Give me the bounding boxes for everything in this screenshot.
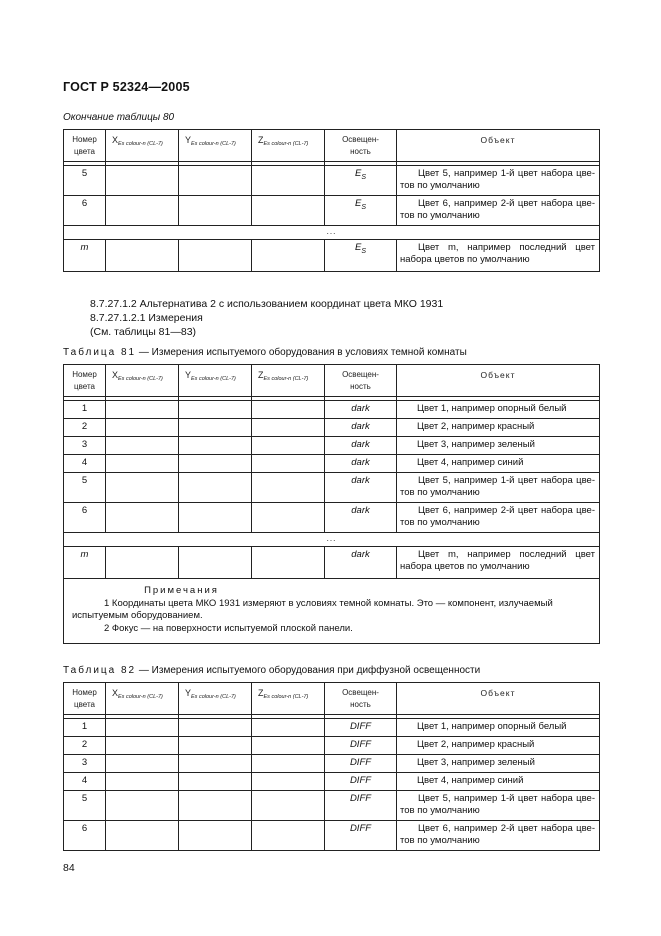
object-cell: Цвет 2, например красный [397, 419, 600, 437]
empty-cell [252, 503, 325, 533]
object-cell: Цвет 3, например зеленый [397, 437, 600, 455]
empty-cell [252, 473, 325, 503]
table82-body [64, 715, 600, 851]
column-x: $X_{Es colour-n (CL-7)}$ [106, 365, 179, 397]
table-row [64, 821, 600, 851]
empty-cell [106, 473, 179, 503]
color-number-cell: 1 [64, 719, 106, 737]
object-cell: Цвет 4, например синий [397, 455, 600, 473]
color-number-cell: 2 [64, 737, 106, 755]
empty-cell [252, 737, 325, 755]
empty-cell [252, 401, 325, 419]
column-number: Номер цвета [64, 130, 106, 162]
empty-cell [252, 547, 325, 579]
illuminance-cell: $E_S$ [325, 240, 397, 272]
color-number-cell: 6 [64, 503, 106, 533]
empty-cell [179, 166, 252, 196]
empty-cell [106, 791, 179, 821]
object-cell: Цвет 6, например 2-й цвет набора цве- тов по умолчанию [397, 503, 600, 533]
table-row [64, 166, 600, 196]
section-line-2: 8.7.27.1.2.1 Измерения [90, 312, 203, 324]
empty-cell [179, 503, 252, 533]
empty-cell [179, 791, 252, 821]
illuminance-cell: DIFF [325, 821, 397, 851]
empty-cell [252, 196, 325, 226]
illuminance-cell: $E_S$ [325, 166, 397, 196]
color-number-cell: 4 [64, 773, 106, 791]
note-1: 1 Координаты цвета МКО 1931 измеряют в условиях темной комнаты. Это — компонент, излучаемый [104, 597, 553, 609]
illuminance-cell: dark [325, 473, 397, 503]
object-cell: Цвет m, например последний цвет набора цветов по умолчанию [397, 240, 600, 272]
ellipsis-cell: ... [64, 226, 600, 240]
empty-cell [252, 773, 325, 791]
section-line-1: 8.7.27.1.2 Альтернатива 2 с использованием координат цвета МКО 1931 [90, 298, 444, 310]
table80-header-row [64, 130, 600, 162]
table81-body [64, 397, 600, 644]
column-illuminance: Освещен- ность [325, 365, 397, 397]
object-cell: Цвет 5, например 1-й цвет набора цве- тов по умолчанию [397, 791, 600, 821]
table-row [64, 401, 600, 419]
illuminance-cell: dark [325, 419, 397, 437]
empty-cell [106, 773, 179, 791]
illuminance-cell: dark [325, 503, 397, 533]
empty-cell [106, 503, 179, 533]
column-number: Номер цвета [64, 683, 106, 715]
color-number-cell: 2 [64, 419, 106, 437]
table-81 [63, 364, 600, 644]
notes-row [64, 579, 600, 644]
illuminance-cell: dark [325, 547, 397, 579]
object-cell: Цвет 4, например синий [397, 773, 600, 791]
table80-header [64, 130, 600, 162]
table-row [64, 737, 600, 755]
object-cell: Цвет 2, например красный [397, 737, 600, 755]
color-number-cell: 3 [64, 437, 106, 455]
column-y: $Y_{Es colour-n (CL-7)}$ [179, 365, 252, 397]
empty-cell [106, 166, 179, 196]
column-object: Объект [397, 683, 600, 715]
table-row [64, 419, 600, 437]
empty-cell [179, 455, 252, 473]
illuminance-cell: DIFF [325, 737, 397, 755]
empty-cell [106, 240, 179, 272]
illuminance-cell: DIFF [325, 773, 397, 791]
table82-caption: Таблица 82 — Измерения испытуемого оборудования при диффузной освещенности [63, 665, 481, 676]
table-row [64, 503, 600, 533]
page-number: 84 [63, 862, 75, 874]
table-row [64, 473, 600, 503]
color-number-cell: m [64, 547, 106, 579]
empty-cell [106, 196, 179, 226]
color-number-cell: m [64, 240, 106, 272]
table81-header-row [64, 365, 600, 397]
table-row [64, 719, 600, 737]
empty-cell [179, 547, 252, 579]
ellipsis-cell: ... [64, 533, 600, 547]
illuminance-cell: dark [325, 455, 397, 473]
page-header: ГОСТ Р 52324—2005 [63, 80, 190, 94]
column-y: $Y_{Es colour-n (CL-7)}$ [179, 683, 252, 715]
section-line-3: (См. таблицы 81—83) [90, 326, 197, 338]
table-row-last [64, 547, 600, 579]
table-row [64, 455, 600, 473]
empty-cell [179, 719, 252, 737]
object-cell: Цвет 5, например 1-й цвет набора цве- тов по умолчанию [397, 166, 600, 196]
column-illuminance: Освещен- ность [325, 683, 397, 715]
column-z: $Z_{Es colour-n (CL-7)}$ [252, 130, 325, 162]
table-row [64, 196, 600, 226]
empty-cell [179, 821, 252, 851]
table-row [64, 437, 600, 455]
empty-cell [179, 196, 252, 226]
empty-cell [106, 547, 179, 579]
column-illuminance: Освещен- ность [325, 130, 397, 162]
empty-cell [106, 401, 179, 419]
note-1-cont: испытуемым оборудованием. [72, 610, 203, 621]
object-cell: Цвет 1, например опорный белый [397, 719, 600, 737]
table81-header [64, 365, 600, 397]
empty-cell [179, 773, 252, 791]
empty-cell [179, 419, 252, 437]
table-row-last [64, 240, 600, 272]
table-row [64, 791, 600, 821]
note-2: 2 Фокус — на поверхности испытуемой плоской панели. [104, 622, 353, 634]
empty-cell [106, 719, 179, 737]
column-object: Объект [397, 365, 600, 397]
table-80 [63, 129, 600, 272]
ellipsis-row [64, 226, 600, 240]
empty-cell [106, 821, 179, 851]
empty-cell [106, 737, 179, 755]
illuminance-cell: dark [325, 437, 397, 455]
empty-cell [179, 755, 252, 773]
notes-title: Примечания [144, 585, 219, 596]
empty-cell [252, 455, 325, 473]
table82-header [64, 683, 600, 715]
empty-cell [252, 791, 325, 821]
object-cell: Цвет 1, например опорный белый [397, 401, 600, 419]
empty-cell [252, 166, 325, 196]
illuminance-cell: DIFF [325, 719, 397, 737]
empty-cell [179, 401, 252, 419]
empty-cell [179, 737, 252, 755]
empty-cell [106, 455, 179, 473]
illuminance-cell: DIFF [325, 755, 397, 773]
color-number-cell: 5 [64, 473, 106, 503]
illuminance-cell: DIFF [325, 791, 397, 821]
column-y: $Y_{Es colour-n (CL-7)}$ [179, 130, 252, 162]
table82-header-row [64, 683, 600, 715]
color-number-cell: 5 [64, 791, 106, 821]
table-82 [63, 682, 600, 851]
empty-cell [252, 719, 325, 737]
illuminance-cell: dark [325, 401, 397, 419]
color-number-cell: 1 [64, 401, 106, 419]
column-z: $Z_{Es colour-n (CL-7)}$ [252, 365, 325, 397]
empty-cell [252, 821, 325, 851]
empty-cell [106, 419, 179, 437]
empty-cell [179, 437, 252, 455]
color-number-cell: 5 [64, 166, 106, 196]
empty-cell [252, 437, 325, 455]
column-number: Номер цвета [64, 365, 106, 397]
illuminance-cell: $E_S$ [325, 196, 397, 226]
table-row [64, 755, 600, 773]
table80-caption: Окончание таблицы 80 [63, 112, 175, 123]
ellipsis-row [64, 533, 600, 547]
empty-cell [106, 437, 179, 455]
column-object: Объект [397, 130, 600, 162]
notes-cell [64, 579, 600, 644]
empty-cell [252, 419, 325, 437]
empty-cell [179, 240, 252, 272]
object-cell: Цвет 6, например 2-й цвет набора цве- тов по умолчанию [397, 821, 600, 851]
column-x: $X_{Es colour-n (CL-7)}$ [106, 130, 179, 162]
object-cell: Цвет 3, например зеленый [397, 755, 600, 773]
color-number-cell: 6 [64, 821, 106, 851]
table-row [64, 773, 600, 791]
color-number-cell: 4 [64, 455, 106, 473]
column-z: $Z_{Es colour-n (CL-7)}$ [252, 683, 325, 715]
column-x: $X_{Es colour-n (CL-7)}$ [106, 683, 179, 715]
empty-cell [252, 240, 325, 272]
object-cell: Цвет 6, например 2-й цвет набора цве- тов по умолчанию [397, 196, 600, 226]
table80-body [64, 162, 600, 272]
color-number-cell: 6 [64, 196, 106, 226]
table81-caption: Таблица 81 — Измерения испытуемого оборудования в условиях темной комнаты [63, 347, 467, 358]
empty-cell [106, 755, 179, 773]
object-cell: Цвет 5, например 1-й цвет набора цве- тов по умолчанию [397, 473, 600, 503]
color-number-cell: 3 [64, 755, 106, 773]
empty-cell [179, 473, 252, 503]
object-cell: Цвет m, например последний цвет набора цветов по умолчанию [397, 547, 600, 579]
empty-cell [252, 755, 325, 773]
